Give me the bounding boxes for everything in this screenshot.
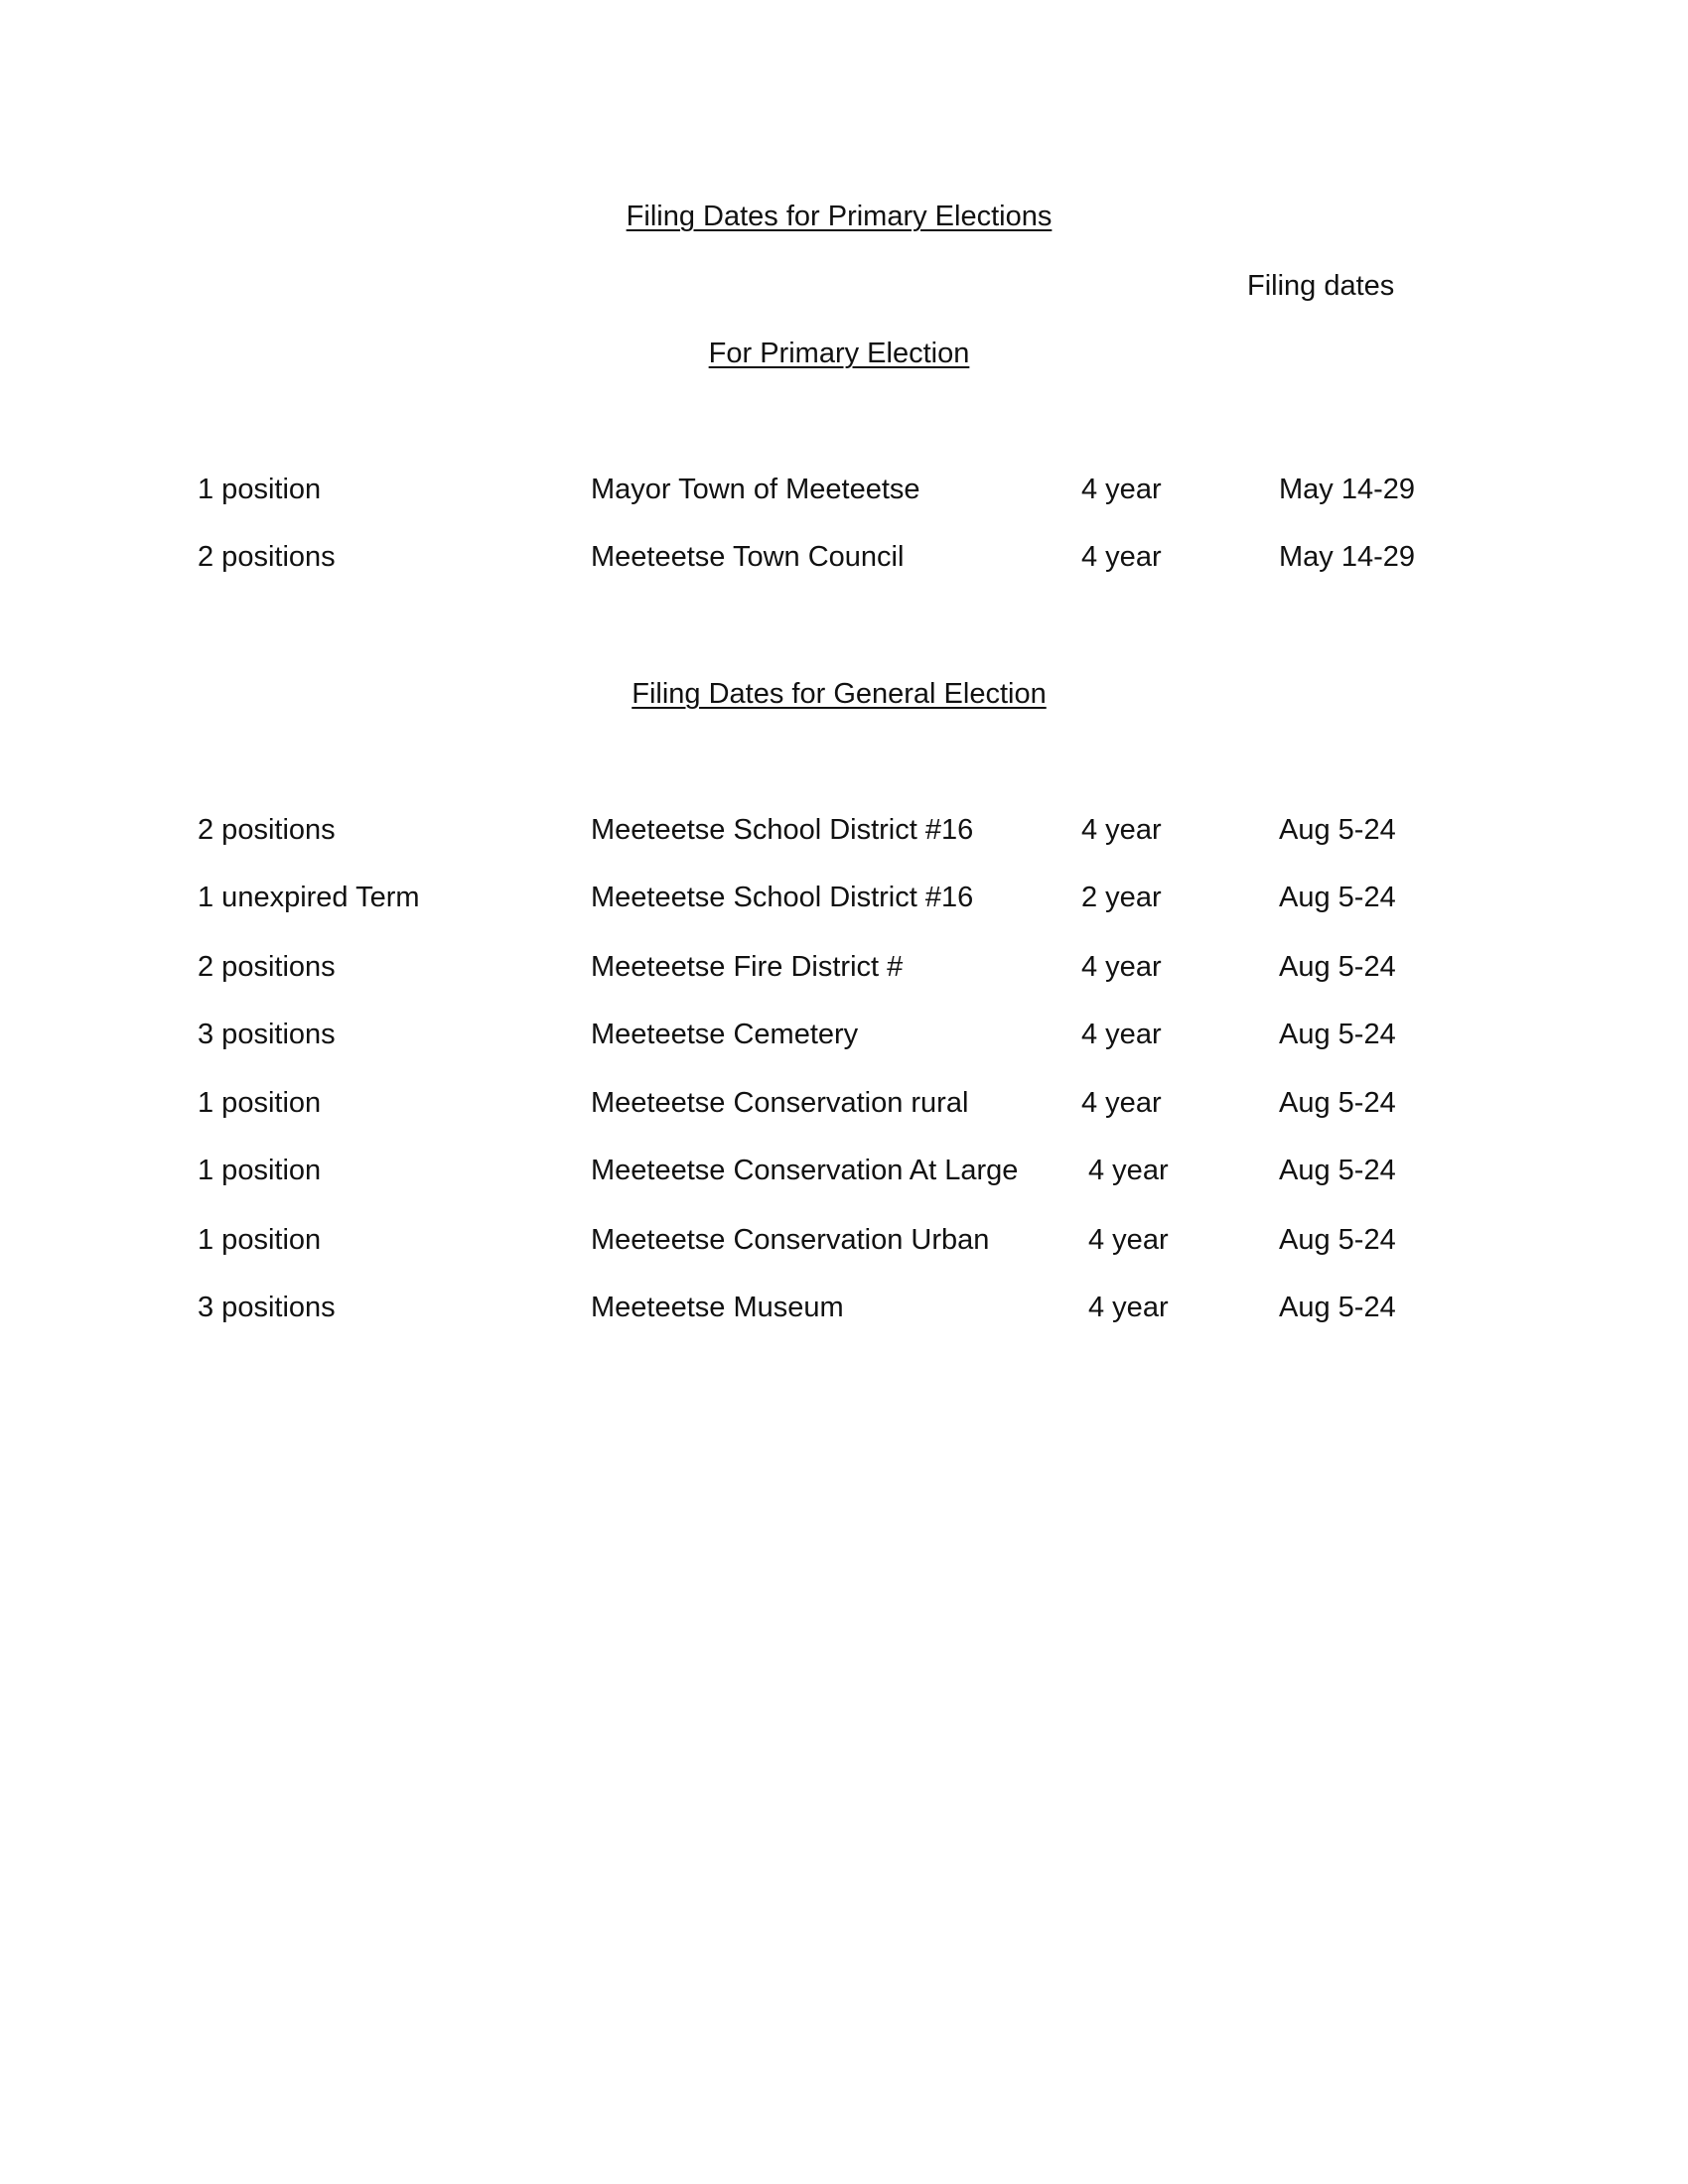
filing-dates: Aug 5-24 xyxy=(1279,1019,1396,1050)
filing-dates: Aug 5-24 xyxy=(1279,951,1396,983)
position-count: 3 positions xyxy=(198,1019,336,1050)
filing-dates: Aug 5-24 xyxy=(1279,882,1396,913)
position-count: 2 positions xyxy=(198,541,336,573)
filing-dates: Aug 5-24 xyxy=(1279,1224,1396,1256)
office-name: Meeteetse Conservation At Large xyxy=(591,1155,1019,1186)
term-length: 4 year xyxy=(1081,814,1162,846)
office-name: Meeteetse Town Council xyxy=(591,541,905,573)
filing-dates: May 14-29 xyxy=(1279,474,1416,505)
office-name: Mayor Town of Meeteetse xyxy=(591,474,920,505)
office-name: Meeteetse School District #16 xyxy=(591,882,974,913)
position-count: 3 positions xyxy=(198,1292,336,1323)
position-count: 1 position xyxy=(198,1224,322,1256)
term-length: 4 year xyxy=(1088,1155,1169,1186)
office-name: Meeteetse Museum xyxy=(591,1292,844,1323)
position-count: 1 position xyxy=(198,474,322,505)
position-count: 2 positions xyxy=(198,814,336,846)
filing-dates: Aug 5-24 xyxy=(1279,1292,1396,1323)
office-name: Meeteetse Fire District # xyxy=(591,951,904,983)
office-name: Meeteetse School District #16 xyxy=(591,814,974,846)
filing-dates: May 14-29 xyxy=(1279,541,1416,573)
term-length: 4 year xyxy=(1081,1087,1162,1119)
general-title: Filing Dates for General Election xyxy=(632,678,1047,710)
primary-title: Filing Dates for Primary Elections xyxy=(626,201,1053,232)
position-count: 1 unexpired Term xyxy=(198,882,420,913)
filing-dates-header: Filing dates xyxy=(1247,270,1395,302)
term-length: 4 year xyxy=(1081,951,1162,983)
primary-subtitle: For Primary Election xyxy=(708,338,970,369)
term-length: 4 year xyxy=(1081,1019,1162,1050)
filing-dates: Aug 5-24 xyxy=(1279,1087,1396,1119)
position-count: 1 position xyxy=(198,1155,322,1186)
office-name: Meeteetse Conservation rural xyxy=(591,1087,969,1119)
position-count: 1 position xyxy=(198,1087,322,1119)
office-name: Meeteetse Cemetery xyxy=(591,1019,859,1050)
filing-dates: Aug 5-24 xyxy=(1279,1155,1396,1186)
term-length: 4 year xyxy=(1088,1292,1169,1323)
term-length: 2 year xyxy=(1081,882,1162,913)
term-length: 4 year xyxy=(1081,541,1162,573)
filing-dates: Aug 5-24 xyxy=(1279,814,1396,846)
term-length: 4 year xyxy=(1081,474,1162,505)
term-length: 4 year xyxy=(1088,1224,1169,1256)
office-name: Meeteetse Conservation Urban xyxy=(591,1224,990,1256)
position-count: 2 positions xyxy=(198,951,336,983)
